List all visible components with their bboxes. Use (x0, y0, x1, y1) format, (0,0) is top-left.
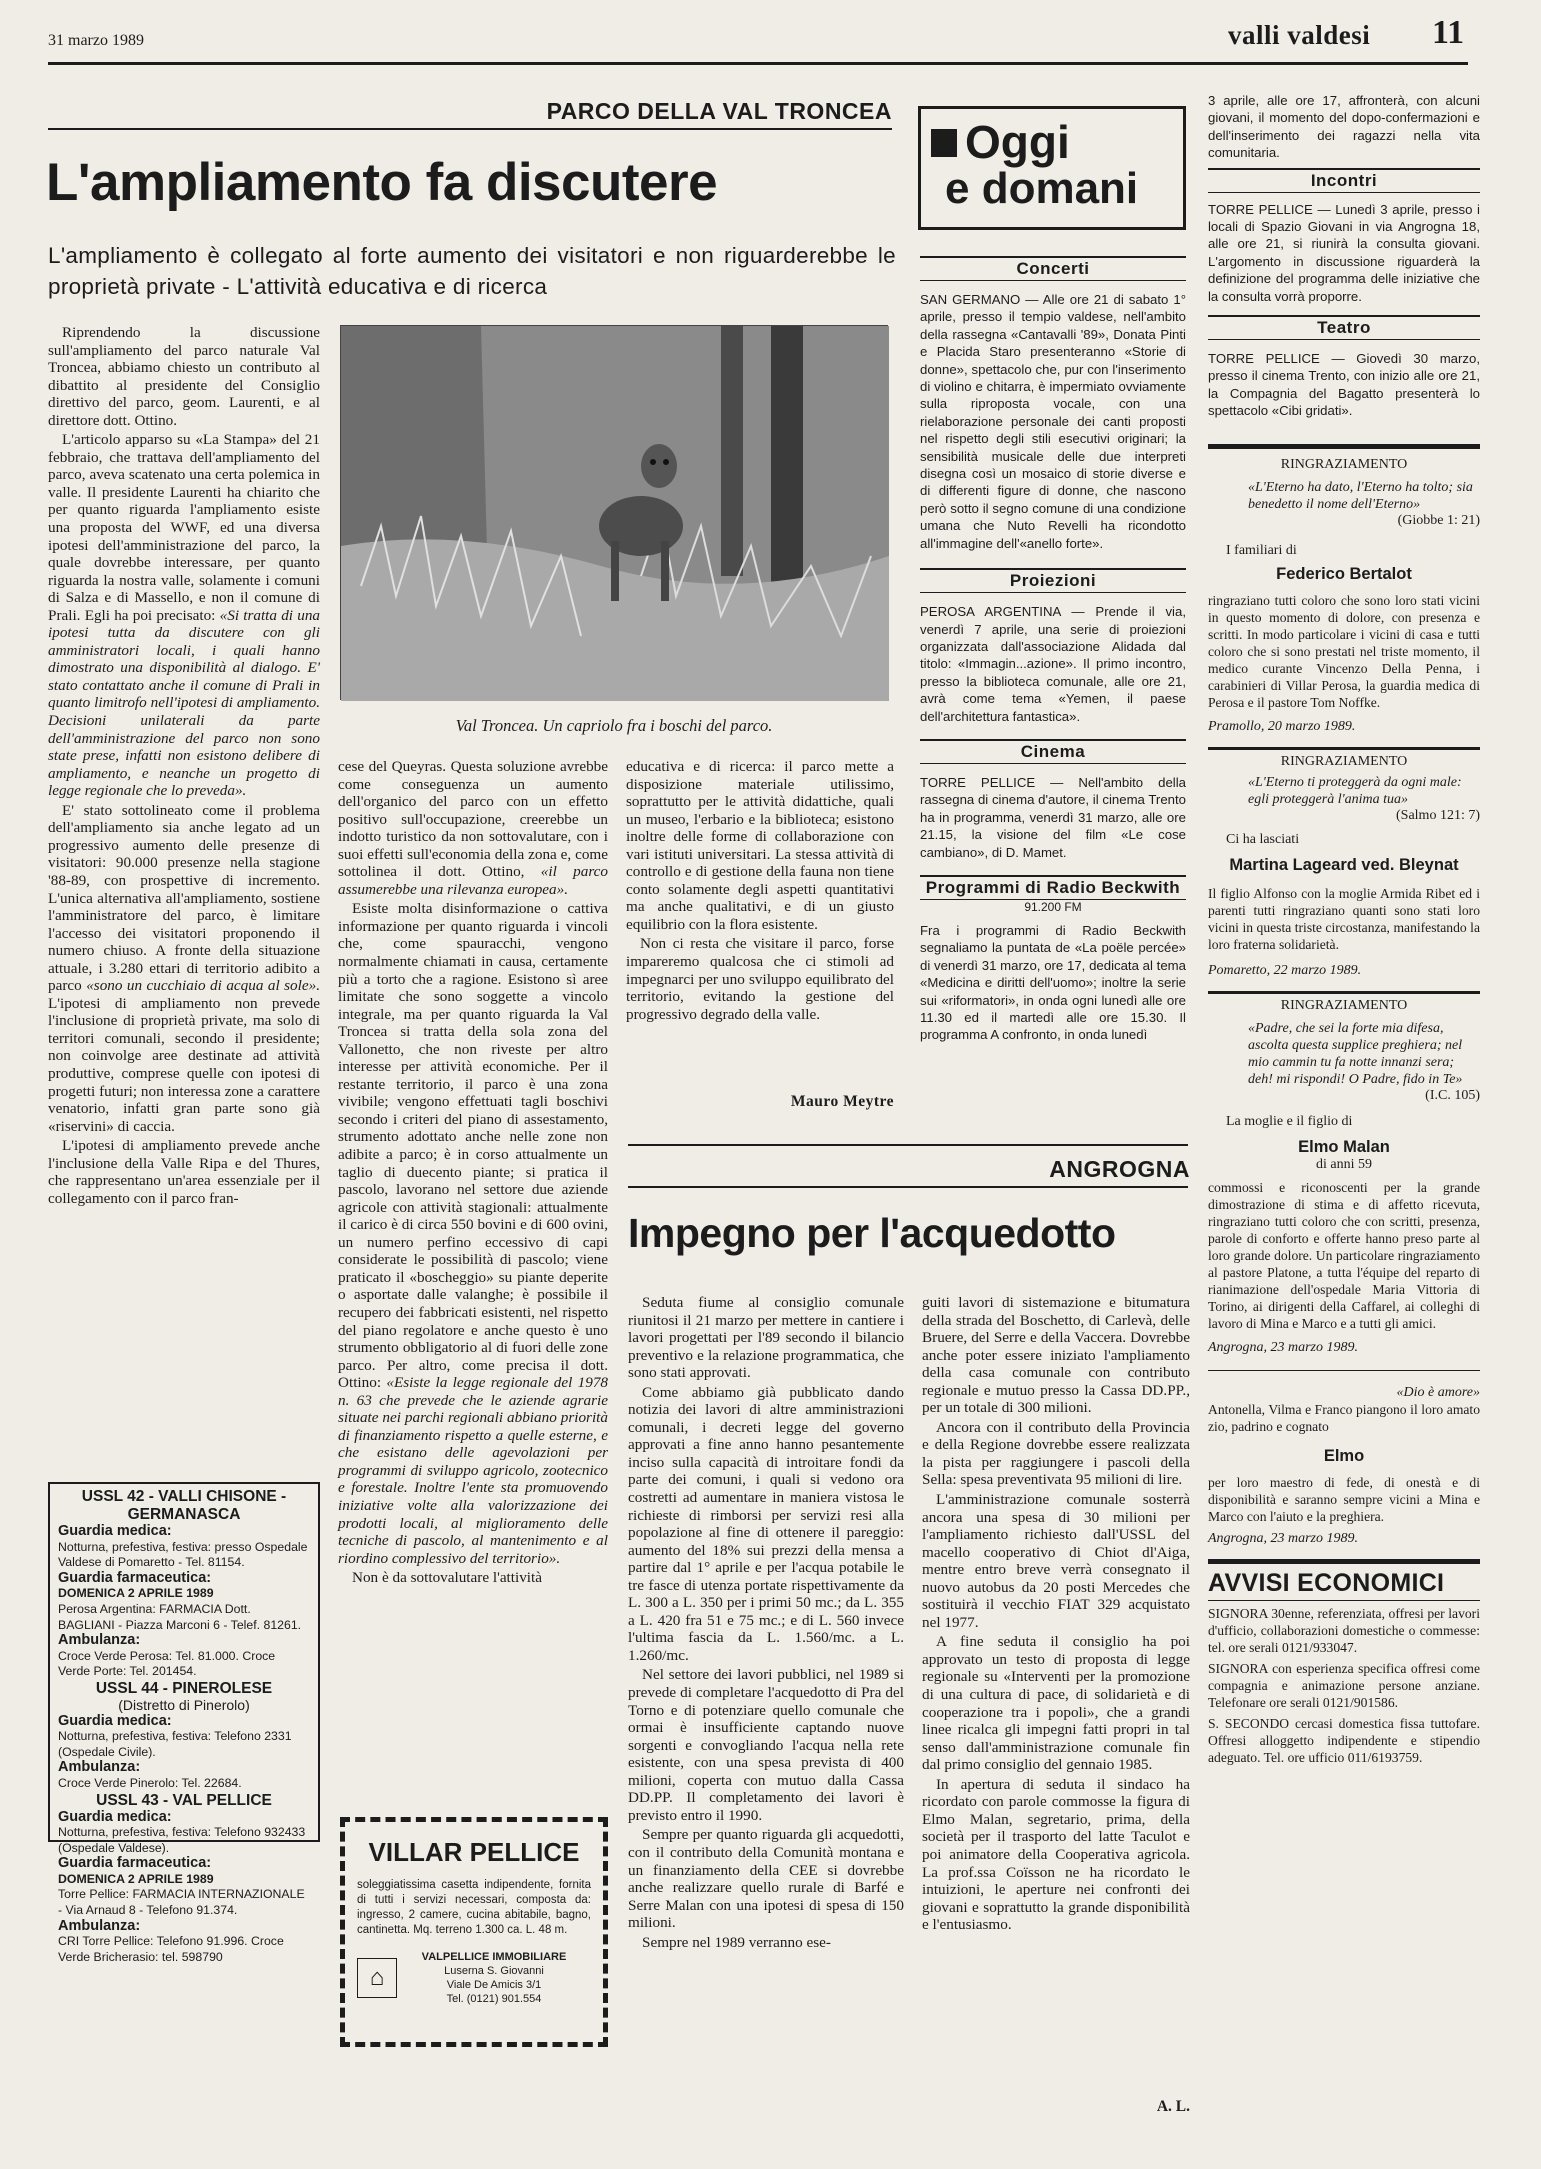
cinema-head: Cinema (920, 739, 1186, 764)
deer-scene-illustration (341, 326, 889, 701)
ussl43-farm-label: Guardia farmaceutica: (58, 1855, 212, 1872)
ussl42-farm-date: DOMENICA 2 APRILE 1989 (58, 1586, 214, 1601)
ring3-title: RINGRAZIAMENTO (1280, 997, 1408, 1013)
incontri-text: TORRE PELLICE — Lunedì 3 aprile, presso i locali di Spazio Giovani in via Angrogna 18, alle ore 21, si riunirà la consulta giovani. L'argomento in discussione riguarderà la definizione del programma delle iniziative che la consulta vorrà proporre. (1208, 201, 1480, 304)
article2-column-2 (922, 1294, 1190, 1936)
ussl42-farm-text: Perosa Argentina: FARMACIA Dott. BAGLIANI - Piazza Marconi 6 - Telef. 81261. (58, 1601, 302, 1632)
ring1-quote: «L'Eterno ha dato, l'Eterno ha tolto; sia benedetto il nome dell'Eterno» (1248, 479, 1473, 512)
ring2-place-date: Pomaretto, 22 marzo 1989. (1208, 962, 1362, 978)
ring1-ref: (Giobbe 1: 21) (1397, 512, 1480, 528)
oggi-domani-title-box (918, 106, 1186, 230)
ussl43-guardia-text: Notturna, prefestiva, festiva: Telefono 932433 (Ospedale Valdese). (58, 1825, 306, 1855)
a1-c1-p4: L'ipotesi di ampliamento prevede anche l'inclusione della Valle Ripa e del Thures, che rappresentano un'area essenziale per il collegamento con il parco fran- (48, 1137, 320, 1207)
incontri-head: Incontri (1208, 168, 1480, 193)
ussl43-guardia-label: Guardia medica: (58, 1808, 172, 1825)
a1-c1-p2: L'articolo apparso su «La Stampa» del 21 febbraio, che trattava dell'ampliamento del parco, aveva scatenato una certa polemica in valle. Il presidente Laurenti ha chiarito che per quanto riguarda l'ampliamento esiste una proposta del WWF, ed una diversa ipotesi dell'amministrazione del parco, la quale dovrebbe interessare, per quanto riguarda la nostra valle, solamente i comuni di Salza e di Massello, e non il comune di Prali. Egli ha poi precisato: «Si tratta di una ipotesi tutta da discutere con gli amministratori locali, i quali hanno dimostrato una disponibilità al dialogo. E' stato contattato anche il comune di Prali in quanto limitrofo nell'ipotesi di ampliamento. Decisioni unilaterali da parte dell'amministrazione del parco non sono state prese, infatti non esistono delibere di ampliamento, e neanche un progetto di legge regionale che lo preveda». (48, 431, 321, 800)
ad-text: soleggiatissima casetta indipendente, fornita di tutti i servizi necessari, composta da: ingresso, 2 camere, cucina abitabile, bagno, cantinetta. Mq. terreno 1.300 ca. L. 48 m. (357, 1879, 591, 1936)
masthead: valli valdesi (1228, 20, 1371, 50)
ussl42-title: USSL 42 - VALLI CHISONE - GERMANASCA (81, 1488, 287, 1523)
ussl42-amb-label: Ambulanza: (58, 1632, 141, 1649)
elmo-quote: «Dio è amore» (1396, 1384, 1480, 1400)
ring2-text: Il figlio Alfonso con la moglie Armida Ribet ed i parenti tutti ringraziano quanti sono stati loro vicini in questa triste circostanza, manifestando la loro fraterna solidarietà. (1208, 885, 1480, 952)
ring1-title: RINGRAZIAMENTO (1280, 456, 1408, 472)
radio-text: Fra i programmi di Radio Beckwith segnaliamo la puntata de «La poële percée» di venerdì 31 marzo, ore 17, dedicata al tema «Medicina e diritti dell'uomo»; inoltre la serie sui «riformatori», in onda ogni lunedì alle ore 11.30 ed il martedì alle ore 15.30. Il programma A confronto, in onda lunedì (920, 922, 1186, 1043)
cinema-text: TORRE PELLICE — Nell'ambito della rassegna di cinema d'autore, il cinema Trento ha in programma, venerdì 31 marzo, alle ore 21.15, la visione del film «Le cose cambiano», di D. Mamet. (920, 774, 1186, 860)
ussl44-amb-label: Ambulanza: (58, 1759, 141, 1776)
ring2-ref: (Salmo 121: 7) (1396, 807, 1480, 823)
article1-headline: L'ampliamento fa discutere (46, 153, 718, 212)
house-icon: ⌂ (357, 1958, 397, 1998)
avvisi-title: AVVISI ECONOMICI (1208, 1568, 1445, 1597)
ussl43-farm-date: DOMENICA 2 APRILE 1989 (58, 1871, 214, 1886)
a1-c1-p3: E' stato sottolineato come il problema dell'ampliamento sia anche legato ad un progressivo aumento delle presenze di visitatori: 90.000 presenze nella stagione '88-89, con prospettive di incremento. L'unica alternativa all'ampliamento, sostiene l'amministratore del parco, è limitare l'accesso dei visitatori proponendo il numero chiuso. A fronte della situazione attuale, i 3.280 ettari di territorio adibito a parco «sono un cucchiaio di acqua al sole». L'ipotesi di ampliamento non prevede l'inclusione di proprietà private, ma solo di territori comunali, secondo il presidente; non coinvolge aree destinate ad attività produttive, comprese quelle con ipotesi di progetti futuri; non interessa zone a carattere venatorio, infatti gran parte sono già «riservini» di caccia. (48, 801, 321, 1135)
oggi-title-line2: e domani (945, 164, 1139, 213)
a2-c2-p5: In apertura di seduta il sindaco ha ricordato con parole commosse la figura di Elmo Malan, segretario, prima, della società per il trasporto del latte Taculot e poi animatore della Cooperativa agricola. La prof.ssa Coïsson ne ha ricordato le intuizioni, le aperture nei confronti dei giovani e soprattutto la grande disponibilità e l'entusiasmo. (922, 1775, 1190, 1934)
concerti-text: SAN GERMANO — Alle ore 21 di sabato 1° aprile, presso il tempio valdese, nell'ambito della rassegna «Cantavalli '89», Donata Pinti e Placida Staro presenteranno «Storie di donne», spettacolo che, pur con l'inserimento di violino e chitarra, è impermiato ovviamente sulla riproposta vocale, con una rielaborazione personale dei canti proposti nel rispetto degli stili esecutivi originari; la sensibilità musicale delle due interpreti disegna così un mosaico di storie diverse e di differenti figure di donne, che nascono però sotto il segno comune di una condizione umana che Nuto Revelli ha ricondotto all'immagine dell'«anello forte». (920, 292, 1186, 551)
a1-c3-p2: Non ci resta che visitare il parco, forse impareremo qualcosa che ci stimoli ad impegnarci per uno sviluppo equilibrato del territorio, evitando la gestione del progressivo degrado della valle. (626, 935, 894, 1023)
ad-address1: Luserna S. Giovanni (444, 1965, 544, 1977)
ussl44-guardia-label: Guardia medica: (58, 1712, 172, 1729)
ussl42-amb-text: Croce Verde Perosa: Tel. 81.000. Croce Verde Porte: Tel. 201454. (58, 1648, 276, 1679)
ring3-text: commossi e riconoscenti per la grande dimostrazione di stima e di affetto ricevuta, ringraziano tutti coloro che con scritti, presenza, parole di conforto e offerte hanno preso parte al loro grande dolore. Un particolare ringraziamento al pastore Platone, a tutta l'équipe del reparto di rianimazione dell'ospedale Maria Vittoria di Torino, ai dirigenti della Caffarel, ai colleghi di lavoro di Mina e Marco e a tutti gli amici. (1208, 1179, 1480, 1331)
ring2-intro: Ci ha lasciati (1226, 831, 1300, 847)
a2-c2-p3: L'amministrazione comunale sosterrà ancora una spesa di 30 milioni per l'ampliamento richiesto dall'USSL del macello cooperativo di Chiot dl'Aiga, mentre entro breve verrà consegnato il nuovo autobus da 20 posti Mercedes che sostituirà il vecchio FIAT 329 acquistato nel 1977. (922, 1491, 1190, 1631)
ring3-name: Elmo Malan (1298, 1137, 1390, 1156)
ussl43-amb-text: CRI Torre Pellice: Telefono 91.996. Croce Verde Bricherasio: tel. 598790 (58, 1934, 284, 1964)
elmo-notice (1208, 1370, 1480, 1547)
ring2-name: Martina Lageard ved. Bleynat (1229, 855, 1459, 874)
a2-c1-p5: Sempre nel 1989 verranno ese- (642, 1933, 831, 1951)
villar-pellice-ad (340, 1817, 608, 2047)
ussl-box (48, 1482, 320, 1964)
ring3-place-date: Angrogna, 23 marzo 1989. (1208, 1339, 1358, 1355)
a2-c1-p4: Sempre per quanto riguarda gli acquedotti, con il contributo della Comunità montana e un finanziamento della CEE si dovrebbe anche realizzare quello rurale di Barfé e Serre Malan con una ipotesi di spesa di 150 milioni. (628, 1826, 904, 1932)
article2-author: A. L. (1156, 2098, 1190, 2115)
radio-head: Programmi di Radio Beckwith (920, 875, 1186, 900)
photo-caption: Val Troncea. Un capriolo fra i boschi del parco. (455, 716, 773, 735)
a2-c2-p2: Ancora con il contributo della Provincia e della Regione dovrebbe essere realizzata la pista per raggiungere i pascoli della Sella: spesa preventivata 95 milioni di lire. (922, 1418, 1190, 1489)
ringraziamento-2 (1208, 747, 1480, 979)
a2-c1-p2: Come abbiamo già pubblicato dando notizia dei lavori di altre amministrazioni comunali, i decreti legge del governo approvati a fine anno hanno pesantemente inciso sulla capacità di introitare fondi da parte dei comuni, i quali si vedono ora costretti ad aumentare in maniera vistosa le richieste di rimborsi per servizi resi alla popolazione al fine di ottenere il pareggio: aumento del 18% sui prezzi della mensa a partire dal 1° aprile e per l'acqua potabile le tre fasce di utenza portate rispettivamente da L. 300 a L. 350 per i primi 50 mc.; da L. 355 a L. 420 fra 51 e 75 mc.; e di L. 560 invece l'ultima fascia da L. 1.560/mc. a L. 1.260/mc. (628, 1383, 904, 1664)
article1-author: Mauro Meytre (790, 1093, 894, 1110)
radio-freq: 91.200 FM (1024, 899, 1082, 914)
article2-kicker-rule (628, 1186, 1188, 1188)
ussl42-guardia-text: Notturna, prefestiva, festiva: presso Ospedale Valdese di Pomaretto - Tel. 81154. (58, 1539, 308, 1570)
avvisi-item: S. SECONDO cercasi domestica fissa tuttofare. Offresi alloggetto indipendente e stipendio adeguato. Tel. ore ufficio 011/6193759. (1208, 1715, 1480, 1765)
ring1-intro: I familiari di (1226, 542, 1297, 558)
radio-cont-text: 3 aprile, alle ore 17, affronterà, con alcuni giovani, il momento del dopo-confermazioni e dell'inserimento dei ragazzi nella vita comunitaria. (1208, 93, 1480, 161)
header-rule (48, 62, 1468, 65)
kicker-rule (48, 128, 892, 130)
article2-column-1 (628, 1294, 904, 1953)
photo (340, 325, 888, 700)
article1-subhead: L'ampliamento è collegato al forte aumento dei visitatori e non riguarderebbe le proprietà private - L'attività educativa e di ricerca (48, 243, 896, 299)
ussl42-guardia-label: Guardia medica: (58, 1523, 172, 1539)
article1-column-2 (338, 758, 608, 1793)
ad-address2: Viale De Amicis 3/1 (446, 1979, 542, 1991)
a1-c2-p2: Esiste molta disinformazione o cattiva informazione per quanto riguarda i vincoli che, come spauracchi, vengono normalmente chiamati in causa, certamente più a torto che a ragione. Esistono sì aree limitate che sono soggette a vincolo integrale, ma per quanto riguarda la Val Troncea si tratta della sola zona del Vallonetto, che non riveste per altro interesse per attività economiche. Per il restante territorio, il parco è una zona vivibile; vengono effettuati tagli boschivi secondo i criteri del piano di assestamento, strumento adottato anche nelle zone non adibite a parco; è in corso attualmente un taglio di duecento piante; si pratica il pascolo, lavorano nel settore due aziende agricole con attività stagionali: attualmente il carico è di circa 550 bovini e di 600 ovini, un numero perfino eccessivo di capi considerate le possibilità di pascolo; viene praticato il «boscheggio» su piante deperite o asportate dalle valanghe; è possibile il recupero dei fabbricati esistenti, nel rispetto del piano regolatore e anche questo è uno strumento obbligatorio al di fuori delle zone parco. Per altro, come precisa il dott. Ottino: «Esiste la legge regionale del 1978 n. 63 che prevede che le aziende agrarie situate nei parchi regionali abbiano priorità di finanziamento rispetto a quelle esterne, e che esistano delle agevolazioni per programmi di sviluppo agricolo, zootecnico e forestale. Inoltre l'ente sta promuovendo iniziative volte alla valorizzazione dei prodotti locali, al miglioramento delle tecniche di pascolo, al mantenimento e al riordino complessivo del territorio». (338, 900, 609, 1567)
issue-date: 31 marzo 1989 (48, 32, 144, 49)
elmo-place-date: Angrogna, 23 marzo 1989. (1208, 1530, 1358, 1546)
ussl44-amb-text: Croce Verde Pinerolo: Tel. 22684. (58, 1775, 242, 1790)
ring1-text: ringraziano tutti coloro che sono loro stati vicini in questo momento di dolore, con presenza e scritti. In modo particolare i vicini di casa e tutti coloro che si sono prestati nel triste momento, il medico curante Vincenzo Della Penna, i carabinieri di Villar Perosa, la guardia medica di Perosa e il pastore Tom Noffke. (1208, 592, 1480, 710)
right-column (1208, 92, 1480, 1766)
ring2-title: RINGRAZIAMENTO (1280, 753, 1408, 769)
teatro-head: Teatro (1208, 315, 1480, 340)
a2-c2-p1: guiti lavori di sistemazione e bitumatura della strada del Boschetto, di Carlevà, delle Bruere, del Serre e della Vaccera. Dovrebbe anche poter essere iniziato l'ampliamento della casa comunale con contributo regionale e mutuo presso la Cassa DD.PP., per un totale di 300 milioni. (922, 1294, 1190, 1417)
ussl43-title: USSL 43 - VAL PELLICE (96, 1791, 272, 1809)
teatro-text: TORRE PELLICE — Giovedì 30 marzo, presso il cinema Trento, con inizio alle ore 21, la Compagnia del Bagatto presenterà lo spettacolo «Cibi gridati». (1208, 351, 1480, 419)
ad-title: VILLAR PELLICE (368, 1837, 580, 1867)
concerti-head: Concerti (920, 256, 1186, 281)
article1-column-3 (626, 758, 894, 1025)
ussl43-amb-label: Ambulanza: (58, 1917, 141, 1934)
article2-top-rule (628, 1144, 1188, 1146)
a1-c2-p3: Non è da sottovalutare l'attività (352, 1569, 542, 1587)
a1-c2-p1: cese del Queyras. Questa soluzione avrebbe come conseguenza un aumento dell'organico del parco con un effetto positivo sull'occupazione, creerebbe un indotto turistico da non sottovalutare, con i suoi effetti sull'economia della zona e, come sottolinea il dott. Ottino, «il parco assumerebbe una rilevanza europea». (338, 758, 608, 898)
elmo-name: Elmo (1323, 1446, 1365, 1465)
ad-agency: VALPELLICE IMMOBILIARE (421, 1951, 567, 1963)
a1-c1-p1: Riprendendo la discussione sull'ampliamento del parco naturale Val Troncea, abbiamo chiesto un contributo al dibattito al presidente del Consiglio direttivo del parco, geom. Laurenti, e al direttore dott. Ottino. (48, 324, 320, 429)
ussl42-farm-label: Guardia farmaceutica: (58, 1569, 212, 1586)
ring1-place-date: Pramollo, 20 marzo 1989. (1208, 718, 1356, 734)
a1-c3-p1: educativa e di ricerca: il parco mette a disposizione materiale utilissimo, soprattutto per le attività didattiche, quali un museo, l'erbario e la biblioteca; esistono inoltre delle forme di collaborazione con vari istituti universitari. La stessa attività di controllo e di gestione della fauna non tiene conto solamente degli aspetti quantitativi ma anche qualitativi, e di un giusto equilibrio con la flora esistente. (626, 758, 894, 933)
proiezioni-text: PEROSA ARGENTINA — Prende il via, venerdì 7 aprile, una serie di proiezioni organizzata dall'associazione Alidada dal titolo: «Immagin...azione». Il primo incontro, presso la biblioteca comunale, alle ore 21, avrà come tema «Yemen, il paese dell'architettura fantastica». (920, 604, 1186, 724)
a2-c1-p1: Seduta fiume al consiglio comunale riunitosi il 21 marzo per mettere in cantiere i lavori progettati per l'89 secondo il bilancio preventivo e la relazione programmatica, che sono stati approvati. (628, 1294, 904, 1382)
proiezioni-head: Proiezioni (920, 568, 1186, 593)
avvisi-item: SIGNORA 30enne, referenziata, offresi per lavori d'ufficio, collaborazioni domestiche o commesse: tel. ore serali 0121/933047. (1208, 1605, 1480, 1655)
ring3-intro: La moglie e il figlio di (1226, 1113, 1353, 1129)
oggi-domani-column (920, 256, 1186, 1044)
black-square-icon (931, 129, 957, 157)
ad-phone: Tel. (0121) 901.554 (446, 1993, 542, 2005)
ring1-name: Federico Bertalot (1276, 564, 1412, 583)
ring3-quote: «Padre, che sei la forte mia difesa, ascolta questa supplice preghiera; nel mio cammin tu fa notte innanzi sera; deh! mi rispondi! O Padre, fido in Te» (1248, 1020, 1463, 1087)
ring3-ref: (I.C. 105) (1425, 1087, 1480, 1103)
avvisi-item: SIGNORA con esperienza specifica offresi come compagnia e animazione persone anziane. Telefonare ore serali 0121/901586. (1208, 1660, 1480, 1710)
ussl43-farm-text: Torre Pellice: FARMACIA INTERNAZIONALE - Via Arnaud 8 - Telefono 91.374. (58, 1887, 305, 1918)
article2-kicker: ANGROGNA (1049, 1156, 1190, 1182)
ring2-quote: «L'Eterno ti proteggerà da ogni male: egli proteggerà l'anima tua» (1248, 774, 1462, 807)
elmo-text1: Antonella, Vilma e Franco piangono il loro amato zio, padrino e cognato (1208, 1401, 1480, 1434)
ring3-age: di anni 59 (1316, 1156, 1372, 1172)
ringraziamento-1 (1208, 444, 1480, 735)
elmo-text2: per loro maestro di fede, di onestà e di disponibilità e saranno sempre vicini a Mina e Marco con l'aiuto e la preghiera. (1208, 1474, 1480, 1524)
a2-c1-p3: Nel settore dei lavori pubblici, nel 1989 si prevede di completare l'acquedotto di Pra del Torno e di potenziare quello comunale che ormai è insufficiente captando nuove sorgenti e convogliando l'acqua nella rete esistente, con una spesa prevista di 400 milioni, coperta con mutuo dalla Cassa DD.PP. Il completamento dei lavori è previsto entro il 1990. (628, 1666, 904, 1824)
article1-column-1 (48, 324, 320, 1209)
a2-c2-p4: A fine seduta il consiglio ha poi approvato un testo di proposta di legge regionale su «Interventi per la promozione di una cultura di pace, di solidarietà e di cooperazione tra i popoli», che a grandi linee ricalca gli impegni fatti propri in tal senso dall'amministrazione comunale fin dal primo consiglio del gennaio 1985. (922, 1633, 1190, 1774)
page-number: 11 (1432, 14, 1465, 51)
avvisi-economici (1208, 1559, 1480, 1766)
oggi-title-line1: Oggi (965, 116, 1070, 168)
ringraziamento-3 (1208, 991, 1480, 1356)
article1-kicker: PARCO DELLA VAL TRONCEA (546, 98, 892, 124)
ussl44-guardia-text: Notturna, prefestiva, festiva: Telefono 2331 (Ospedale Civile). (58, 1729, 292, 1759)
article2-headline: Impegno per l'acquedotto (628, 1210, 1116, 1256)
ussl44-title: USSL 44 - PINEROLESE (95, 1679, 273, 1697)
ussl44-sub: (Distretto di Pinerolo) (118, 1696, 250, 1713)
